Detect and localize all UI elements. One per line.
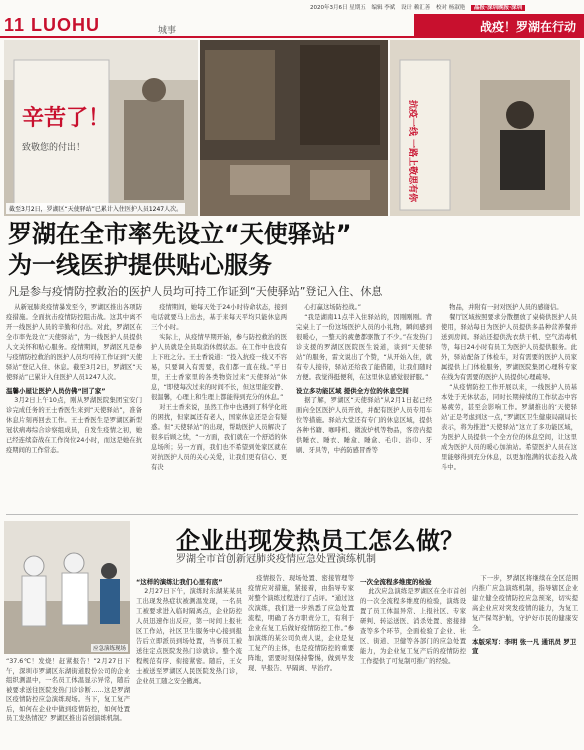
paragraph: 实际上，从疫情早期开始，参与防控救治的医护人员就是全员取消休假状态。在工作中也没有上下班之分。王士香说道：“投入抗疫一线又不容易，只要调入有需要，我们都一直在线。”平日里，王士香家里的各类物资过来“天使驿站”休息，“即使每次过来的时间不长，但这里能安静、很温馨，心理上和生理上都能得到充分的休息。”: [151, 334, 287, 401]
section-divider: [6, 514, 578, 515]
headline-line2: 为一线医护提供贴心服务: [8, 251, 272, 279]
paragraph: 对王士香来说，虽然工作中也遇到了科学化班的困扰，但家属还有老人，国家体息还是会有疑惑。但“天使驿站”的出现，帮助医护人员解决了很多后顾之忧，“一方面，我们就在一个舒适的休息场所；另一方面，我们也不希望到处家区就在对抗医护人员的关心关爱，让我们更有信心、更有决: [151, 404, 287, 471]
page-number: [4, 15, 100, 36]
subheading: 温馨小屋让医护人员仿佛“回了家”: [6, 387, 106, 395]
paragraph: 物品，并附有一封对医护人员的感谢信。: [449, 304, 563, 311]
rest-area-image: [390, 40, 580, 216]
drill-image: [4, 521, 130, 654]
subheading: 设立多功能区域 提供全方位的休息空间: [296, 387, 409, 395]
paragraph: 疫情报告、现场处置、密接管理等疫情应对措施，紧接着，由指导专家对整个演练过程进行了点评。“通过这次演练，我们进一步熟悉了应急处置流程，明确了各方职责分工，有利于企业在复工后做好疫情防控工作。”参加演练的某公司负责人说，企业是复工复产的主体，也是疫情防控的重要阵地，需要时刻保持警惕，做到早发现、早报告、早隔离、早治疗。: [248, 575, 354, 672]
drill-photo: [4, 521, 130, 654]
article1-headline: [8, 219, 578, 281]
article2-lead: “37.6℃！发烧！赶紧报告！”2月27日下午，深圳市罗湖区东湖街道股份公司的企业组织测温中，一名员工体温显示异常，随后被要求送往医院发热门诊诊断……这是罗湖区疫情防控应急演练现场。当下，复工复产后，如何在企业中做到疫情防控，如何处置员工发热情况？罗湖区推出首创演练机制。: [6, 658, 130, 722]
photo-station-rest: [390, 40, 580, 216]
sign-text: 辛苦了！: [22, 105, 111, 131]
lobby-image: [200, 40, 388, 216]
byline: 本版采写：李明 张一凡 通讯员 罗卫宣: [472, 638, 577, 655]
editor-credit: 编辑 李斌: [371, 5, 396, 11]
article2-col3: [360, 574, 466, 748]
photo-station-welcome: [4, 40, 198, 216]
newspaper-brand: 晶报·深圳晚报·深圳: [471, 5, 525, 11]
sign-small-text: 致敬您的付出！: [22, 143, 86, 153]
article2-col4: [472, 574, 578, 748]
article2-col2: [248, 574, 354, 748]
paragraph: 下一步，罗湖区将继续在全区范围内推广应急演练机制，指导辖区企业建立健全疫情防控应急预案，切实提高企业应对突发疫情的能力，为复工复产保驾护航，守护好市民的健康安全。: [472, 575, 578, 632]
photo-station-lobby: [200, 40, 388, 216]
article2-col1: [136, 574, 242, 748]
paragraph: 餐厅区域按照要求分散摆放了桌椅供医护人员使用，驿站每日为医护人员提供多品种营养餐并送到房间。驿站还提供洗衣烘干机、空气消毒机等，每日24小时有员工为医护人员提供服务。此外，驿站配备了体检车，对有需要的医护人员家属提供上门体检服务，罗湖医院集团心理科专家在线为有需要的医护人员提供心理疏导。: [441, 314, 577, 381]
headline-line1: 罗湖在全市率先设立“天使驿站”: [8, 220, 352, 248]
drill-photo-caption: 应急演练现场: [92, 646, 126, 652]
masthead: [0, 14, 584, 38]
paragraph: “从疫情防控工作开展以来，一线医护人员基本处于无休状态，同时长期持续的工作状态中容易疲劳，甚至会影响工作。罗湖推出的‘天使驿站’正是考虑到这一点，”罗湖区卫生健康局副局长表示，将为推进“天使驿站”这立了多功能区域，为医护人员提供一个全方位的休息空间，让这里成为医护人员的暖心加油站。希望医护人员在这里能够得到充分休息，以更加饱满的状态投入战斗中。: [441, 384, 577, 471]
section-banner: 战疫！罗湖在行动: [414, 14, 584, 36]
date-line: 2020年3月6日 星期五: [310, 5, 366, 11]
article1-col3: [296, 303, 432, 513]
page-number-value: 11: [4, 15, 26, 35]
paragraph: 从新冠肺炎疫情暴发至今，罗湖区推出各项防疫措施。全面抗击疫情防控阻击战。这其中离不开一线医护人员的辛勤和付出。对此，罗湖区在全市率先设立“天使驿站”，为一线医护人员提供人文关怀和贴心服务。疫情期间，罗湖区凡是参与疫情防控救治的医护人员均可持工作证到“天使驿站”登记入住、休息。截至3月2日，罗湖区“天使驿站”已累计入住医护人员1247人次。: [6, 304, 142, 381]
article2-subhead: 罗湖全市首创新冠肺炎疫情应急处置演练机制: [176, 554, 376, 565]
section-name: 城事: [158, 26, 177, 36]
paragraph: “我是湖南11点半入住驿站的，因刚刚刚。背完桌上了一份这场医护人员的小礼物，瞬间感到很暖心，一整天的疲惫都驱散了不少。”在发热门诊支援的罗湖区医院医生说道，谈到“天使驿站”的服务，雷文说出了个赞，“从开始入住，就有专人接待，驿站还给我了能借随，让我们随时方便。我觉得挺便利，在这里休息感觉很舒服。”: [296, 314, 432, 381]
photo-caption: 截至3月2日，罗湖区“天使驿站”已累计入住医护人员1247人次。: [6, 203, 185, 214]
article1-col4: [441, 303, 577, 513]
paragraph: 心打赢这场防控战。”: [304, 304, 361, 311]
welcome-sign-image: [4, 40, 198, 216]
paragraph: 3月2日上午10点，刚从罗湖医院集团宝安门诊完成任务的王士香医生来到“天使驿站”，准备休息片刻再回去工作。王士香医生是罗湖区新型冠状病毒综合诊察组成员，自发生疫情之初，她已经连续奋战在工作岗位24小时，而这是她在抗疫期间的工作常态。: [6, 397, 142, 454]
article2-headline: 企业出现发热员工怎么做？: [176, 527, 464, 555]
article1-col1: [6, 303, 142, 513]
subheading: 一次全流程多维度的检验: [360, 578, 432, 586]
calligraphy-text: 抗疫一线 一路上敬思有你: [407, 100, 417, 203]
paragraph: 据了解，罗湖区“天使驿站”从2月1日起已经面向全区医护人员开放，并配有医护人员专用车位等措施。驿站大堂还有专门的休息区域，提供各种书籍、咖啡机、微波炉机等物品，客房内提供睡衣、睡衣、睡盒、睡盒、毛巾、浴巾、牙刷、牙具等，中药防感冒香等: [296, 397, 432, 454]
article1-col2: [151, 303, 287, 513]
article1-body: [6, 303, 578, 513]
paragraph: 此次应急演练是罗湖区在全市首创的一次全流程多维度的检验，演练设置了员工体温异常、上报社区、专家研判、转运送医、消杀处置、密接排查等多个环节，全面检验了企业、社区、街道、卫健等各部门的应急处置能力，为企业复工复产后的疫情防控工作提供了可复制可推广的经验。: [360, 588, 466, 665]
proof-credit: 校对 杨淑艳: [436, 5, 466, 11]
subheading: “这样的演练让我们心里有底”: [136, 578, 223, 586]
paragraph: 2月27日下午，演练时东湖某某员工出现发热症状被测温发现，一名员工被要求进入临时隔离点，企业防控人员迅速作出反应，第一时间上报社区工作站，社区卫生服务中心接到报告后立即派员到场处置，当事员工被送往定点医院发热门诊就诊。整个流程规范有序、衔接紧密。随后，王女士被送至罗湖区人民医院发热门诊，企业员工随之安全撤离。: [136, 588, 242, 685]
section-brand: LUOHU: [31, 15, 101, 35]
design-credit: 设计 赖汇善: [401, 5, 431, 11]
article1-subhead: 凡是参与疫情防控救治的医护人员均可持工作证到“天使驿站”登记入住、休息: [8, 285, 383, 298]
article2-body: [136, 574, 578, 748]
paragraph: 疫情期间，她每天处于24小时待命状态，接到电话就要马上出去，基于来每天平均只能休息两三个小时。: [151, 304, 287, 331]
